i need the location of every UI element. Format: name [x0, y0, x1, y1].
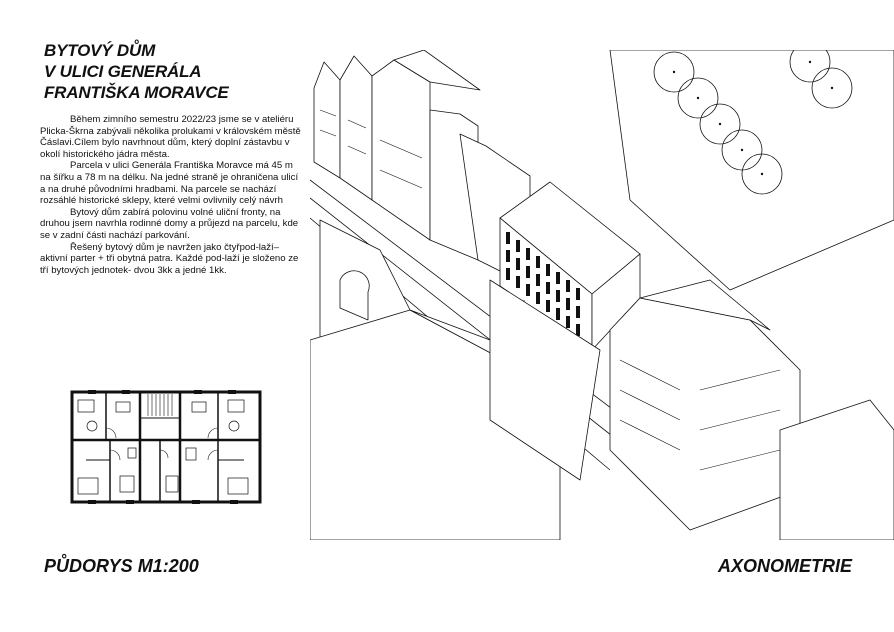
axonometric-drawing [310, 50, 894, 540]
floor-plan-caption: PŮDORYS M1:200 [44, 556, 199, 576]
historic-house [372, 60, 430, 240]
title-line-1: BYTOVÝ DŮM [44, 41, 156, 60]
corner-building [610, 298, 800, 530]
floor-plan-drawing [68, 388, 264, 510]
description-paragraph-3: Bytový dům zabírá polovinu volné uliční fronty, na druhou jsem navrhla rodinné domy a průjezd na parcelu, kde se v zadní části nachází parkování. [40, 206, 299, 241]
description-paragraph-2: Parcela v ulici Generála Františka Moravce má 45 m na šířku a 78 m na délku. Na jedné straně je ohraničena ulicí a na druhé původními hradbami. Na parcele se nachází rozsáhlé historické sklepy, které velmi ovlivnily celý návrh [40, 160, 299, 207]
page-title [44, 40, 304, 103]
historic-house [314, 62, 340, 178]
description-paragraph-1: Během zimního semestru 2022/23 jsme se v ateliéru Plicka-Škrna zabývali několika prolukami v královském městě Čáslavi.Cílem bylo navrhnout dům, který doplní zástavbu v okolí historického jádra města. [40, 114, 301, 160]
project-description [40, 114, 302, 276]
description-paragraph-4: Řešený bytový dům je navržen jako čtyřpod-laží– aktivní parter + tři obytná patra. Každé pod-laží je složeno ze tří bytových jednotek- dvou 3kk a jedné 1kk. [40, 241, 299, 276]
historic-house [340, 56, 372, 200]
parking-area [610, 50, 894, 290]
title-line-3: FRANTIŠKA MORAVCE [44, 83, 229, 102]
axonometry-caption: AXONOMETRIE [717, 556, 852, 576]
title-line-2: V ULICI GENERÁLA [44, 62, 202, 81]
